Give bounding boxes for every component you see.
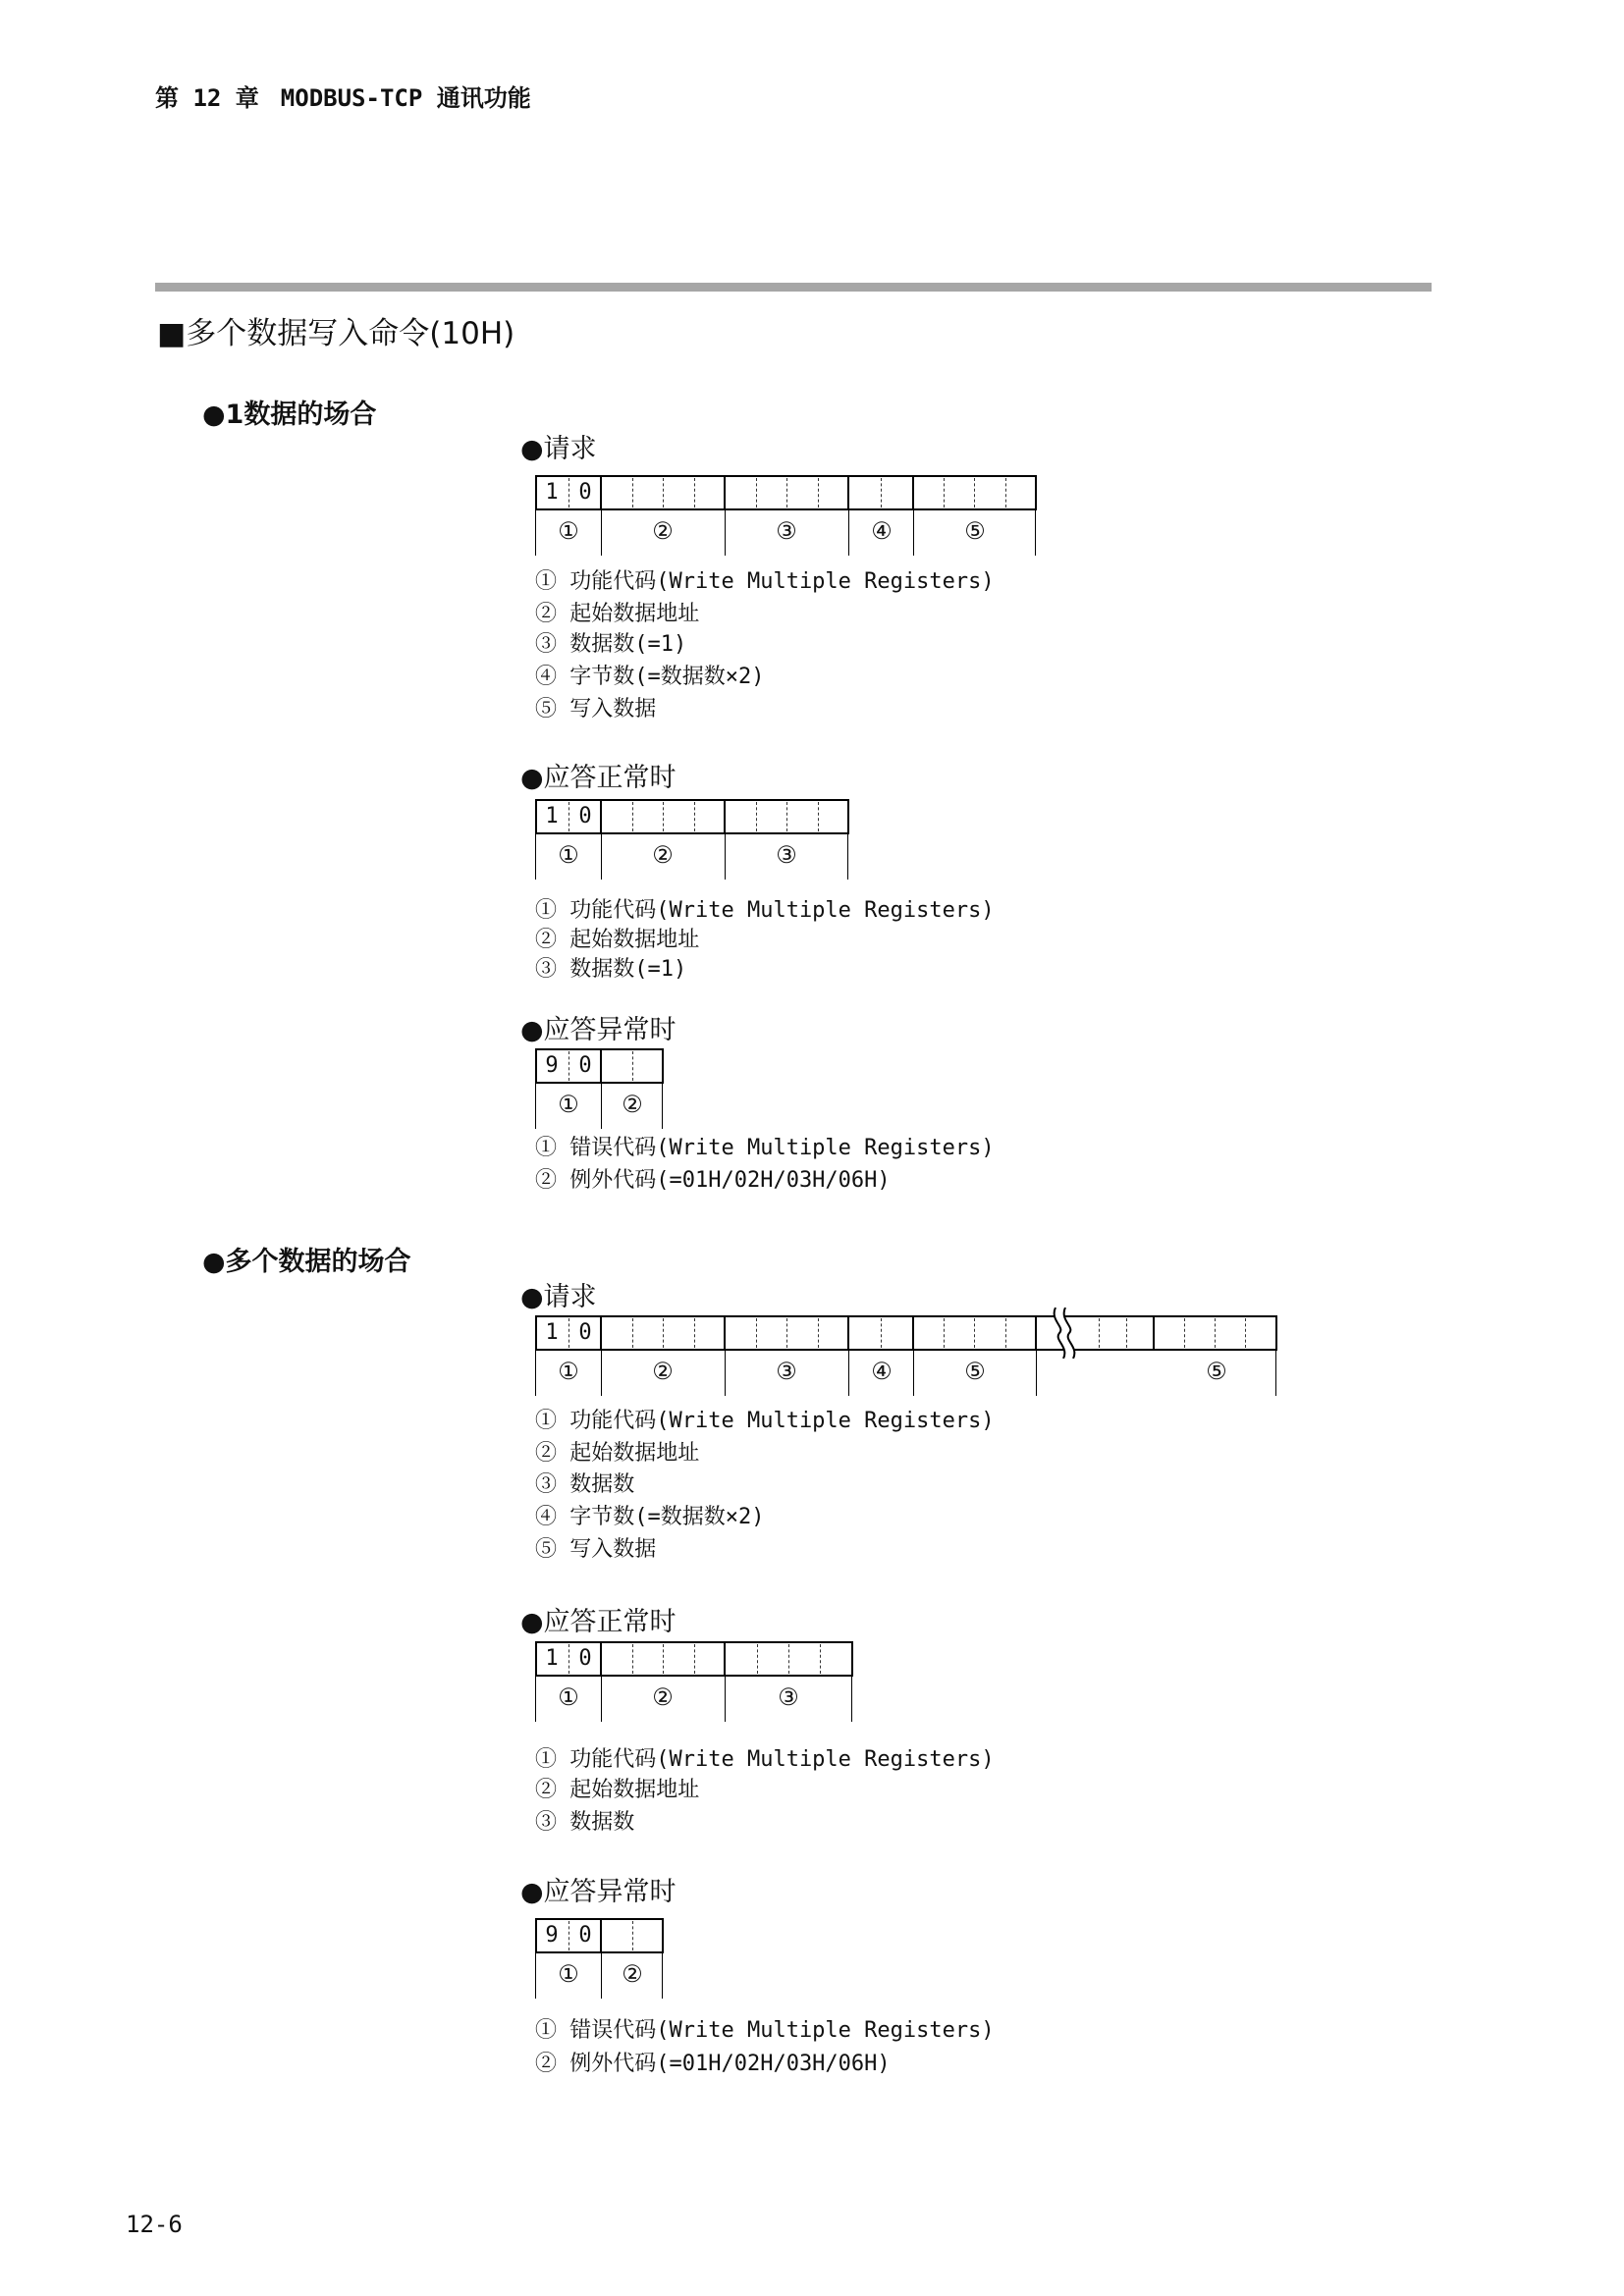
legend-item: ⑤ 写入数据 — [535, 1537, 657, 1562]
field-label: ② — [652, 1683, 674, 1711]
bracket-line — [601, 1084, 602, 1129]
subheading-normal-response: ●应答正常时 — [520, 763, 677, 793]
nibble-divider — [756, 802, 757, 831]
field-divider — [600, 1315, 602, 1351]
nibble-divider — [632, 1051, 633, 1081]
nibble-divider — [818, 1318, 819, 1348]
subheading-error-response: ●应答异常时 — [520, 1015, 677, 1045]
nibble-divider — [632, 1921, 633, 1950]
field-divider — [912, 1315, 914, 1351]
field-label: ⑤ — [964, 1358, 986, 1385]
nibble-divider — [694, 1644, 695, 1674]
legend-item: ② 起始数据地址 — [535, 1441, 700, 1466]
nibble-divider — [1005, 1318, 1006, 1348]
field-divider — [724, 1315, 726, 1351]
nibble-divider — [694, 1318, 695, 1348]
function-code-digit: 1 — [545, 1320, 559, 1345]
nibble-divider — [1184, 1318, 1185, 1348]
bracket-line — [601, 510, 602, 556]
error-code-digit: 9 — [545, 1923, 559, 1948]
field-divider — [600, 1048, 602, 1084]
error-code-digit: 9 — [545, 1053, 559, 1078]
bracket-line — [725, 1351, 726, 1396]
nibble-divider — [1099, 1318, 1100, 1348]
function-code-digit: 0 — [578, 1646, 592, 1671]
bracket-line — [601, 834, 602, 880]
legend-item: ② 例外代码(=01H/02H/03H/06H) — [535, 2052, 891, 2076]
field-label: ⑤ — [964, 517, 986, 545]
nibble-divider — [944, 1318, 945, 1348]
nibble-divider — [568, 1051, 569, 1081]
field-divider — [724, 1641, 726, 1677]
legend-item: ④ 字节数(=数据数×2) — [535, 665, 765, 689]
chapter-header — [155, 79, 531, 113]
field-label: ① — [558, 1358, 579, 1385]
nibble-divider — [756, 1318, 757, 1348]
nibble-divider — [632, 478, 633, 507]
nibble-divider — [568, 802, 569, 831]
function-code-digit: 0 — [578, 804, 592, 828]
case-title-multiple: ●多个数据的场合 — [202, 1247, 411, 1277]
nibble-divider — [820, 1644, 821, 1674]
nibble-divider — [663, 802, 664, 831]
legend-item: ② 例外代码(=01H/02H/03H/06H) — [535, 1168, 891, 1193]
field-divider — [600, 1641, 602, 1677]
field-divider — [912, 475, 914, 510]
nibble-divider — [881, 1318, 882, 1348]
nibble-divider — [944, 478, 945, 507]
nibble-divider — [818, 478, 819, 507]
nibble-divider — [1126, 1318, 1127, 1348]
field-divider — [1035, 1315, 1037, 1351]
nibble-divider — [788, 1644, 789, 1674]
page-number: 12-6 — [126, 2211, 183, 2238]
nibble-divider — [632, 1318, 633, 1348]
legend-item: ⑤ 写入数据 — [535, 697, 657, 721]
field-label: ④ — [871, 1358, 893, 1385]
field-label: ③ — [778, 1683, 799, 1711]
subheading-error-response: ●应答异常时 — [520, 1877, 677, 1907]
nibble-divider — [974, 478, 975, 507]
bracket-line — [725, 1677, 726, 1722]
field-label: ② — [652, 1358, 674, 1385]
subheading-request: ●请求 — [520, 434, 597, 464]
legend-item: ① 错误代码(Write Multiple Registers) — [535, 2018, 995, 2043]
bracket-line — [601, 1677, 602, 1722]
subheading-request: ●请求 — [520, 1282, 597, 1312]
bracket-line — [848, 510, 849, 556]
legend-item: ③ 数据数 — [535, 1472, 635, 1497]
function-code-digit: 1 — [545, 1646, 559, 1671]
bracket-line — [662, 1084, 663, 1129]
field-label: ② — [652, 841, 674, 869]
bracket-line — [913, 510, 914, 556]
bracket-line — [1035, 510, 1036, 556]
bracket-line — [535, 1351, 536, 1396]
nibble-divider — [1245, 1318, 1246, 1348]
error-response-diagram — [535, 1048, 664, 1129]
request-frame-diagram — [535, 1315, 1277, 1396]
chapter-number: 第 12 章 — [155, 84, 259, 112]
section-title — [157, 308, 514, 352]
field-label: ① — [558, 1960, 579, 1988]
case-title-single: ●1数据的场合 — [202, 400, 377, 430]
frame-box — [535, 1315, 1277, 1351]
section-title-text: 多个数据写入命令(10H) — [186, 316, 515, 351]
field-label: ② — [652, 517, 674, 545]
normal-response-diagram — [535, 799, 849, 880]
nibble-divider — [663, 1318, 664, 1348]
nibble-divider — [568, 478, 569, 507]
bracket-line — [662, 1953, 663, 1999]
field-label: ③ — [776, 517, 797, 545]
bracket-line — [1036, 1351, 1037, 1396]
section-divider-bar — [155, 283, 1432, 292]
field-label: ① — [558, 1091, 579, 1118]
legend-item: ① 功能代码(Write Multiple Registers) — [535, 1409, 995, 1433]
legend-item: ③ 数据数(=1) — [535, 632, 687, 657]
bracket-line — [601, 1953, 602, 1999]
chapter-title: MODBUS-TCP 通讯功能 — [280, 84, 531, 112]
bracket-line — [848, 1351, 849, 1396]
field-label: ② — [622, 1960, 643, 1988]
nibble-divider — [756, 478, 757, 507]
nibble-divider — [663, 1644, 664, 1674]
bracket-line — [725, 510, 726, 556]
bracket-line — [847, 834, 848, 880]
legend-item: ③ 数据数 — [535, 1810, 635, 1835]
legend-item: ② 起始数据地址 — [535, 1778, 700, 1802]
function-code-digit: 0 — [578, 480, 592, 505]
bracket-line — [535, 1677, 536, 1722]
field-label: ① — [558, 841, 579, 869]
function-code-digit: 1 — [545, 480, 559, 505]
legend-item: ② 起始数据地址 — [535, 928, 700, 952]
bracket-line — [535, 510, 536, 556]
error-response-diagram — [535, 1918, 664, 1999]
nibble-divider — [1215, 1318, 1216, 1348]
error-code-digit: 0 — [578, 1053, 592, 1078]
nibble-divider — [632, 1644, 633, 1674]
omission-break-icon — [1048, 1308, 1081, 1359]
field-divider — [600, 475, 602, 510]
nibble-divider — [881, 478, 882, 507]
nibble-divider — [974, 1318, 975, 1348]
subheading-normal-response: ●应答正常时 — [520, 1607, 677, 1637]
function-code-digit: 0 — [578, 1320, 592, 1345]
function-code-digit: 1 — [545, 804, 559, 828]
nibble-divider — [568, 1644, 569, 1674]
nibble-divider — [632, 802, 633, 831]
legend-item: ② 起始数据地址 — [535, 602, 700, 626]
nibble-divider — [694, 802, 695, 831]
nibble-divider — [786, 1318, 787, 1348]
nibble-divider — [757, 1644, 758, 1674]
nibble-divider — [694, 478, 695, 507]
field-label: ③ — [776, 1358, 797, 1385]
bracket-line — [535, 834, 536, 880]
bracket-line — [725, 834, 726, 880]
legend-item: ① 功能代码(Write Multiple Registers) — [535, 569, 995, 594]
field-label: ② — [622, 1091, 643, 1118]
nibble-divider — [1005, 478, 1006, 507]
bracket-line — [601, 1351, 602, 1396]
bracket-line — [913, 1351, 914, 1396]
legend-item: ① 功能代码(Write Multiple Registers) — [535, 898, 995, 923]
field-label: ③ — [776, 841, 797, 869]
nibble-divider — [786, 802, 787, 831]
field-divider — [1153, 1315, 1155, 1351]
normal-response-diagram — [535, 1641, 853, 1722]
legend-item: ④ 字节数(=数据数×2) — [535, 1505, 765, 1529]
bracket-line — [535, 1953, 536, 1999]
nibble-divider — [663, 478, 664, 507]
bracket-line — [535, 1084, 536, 1129]
nibble-divider — [818, 802, 819, 831]
bracket-line — [1275, 1351, 1276, 1396]
field-label: ⑤ — [1206, 1358, 1227, 1385]
nibble-divider — [786, 478, 787, 507]
field-divider — [600, 799, 602, 834]
field-divider — [847, 475, 849, 510]
square-bullet-icon: ■ — [157, 316, 187, 351]
nibble-divider — [568, 1318, 569, 1348]
field-divider — [724, 799, 726, 834]
legend-item: ① 错误代码(Write Multiple Registers) — [535, 1136, 995, 1160]
field-label: ① — [558, 517, 579, 545]
field-divider — [600, 1918, 602, 1953]
field-label: ① — [558, 1683, 579, 1711]
legend-item: ① 功能代码(Write Multiple Registers) — [535, 1747, 995, 1772]
request-frame-diagram — [535, 475, 1037, 556]
legend-item: ③ 数据数(=1) — [535, 957, 687, 982]
bracket-line — [851, 1677, 852, 1722]
nibble-divider — [568, 1921, 569, 1950]
field-divider — [724, 475, 726, 510]
field-label: ④ — [871, 517, 893, 545]
error-code-digit: 0 — [578, 1923, 592, 1948]
field-divider — [847, 1315, 849, 1351]
